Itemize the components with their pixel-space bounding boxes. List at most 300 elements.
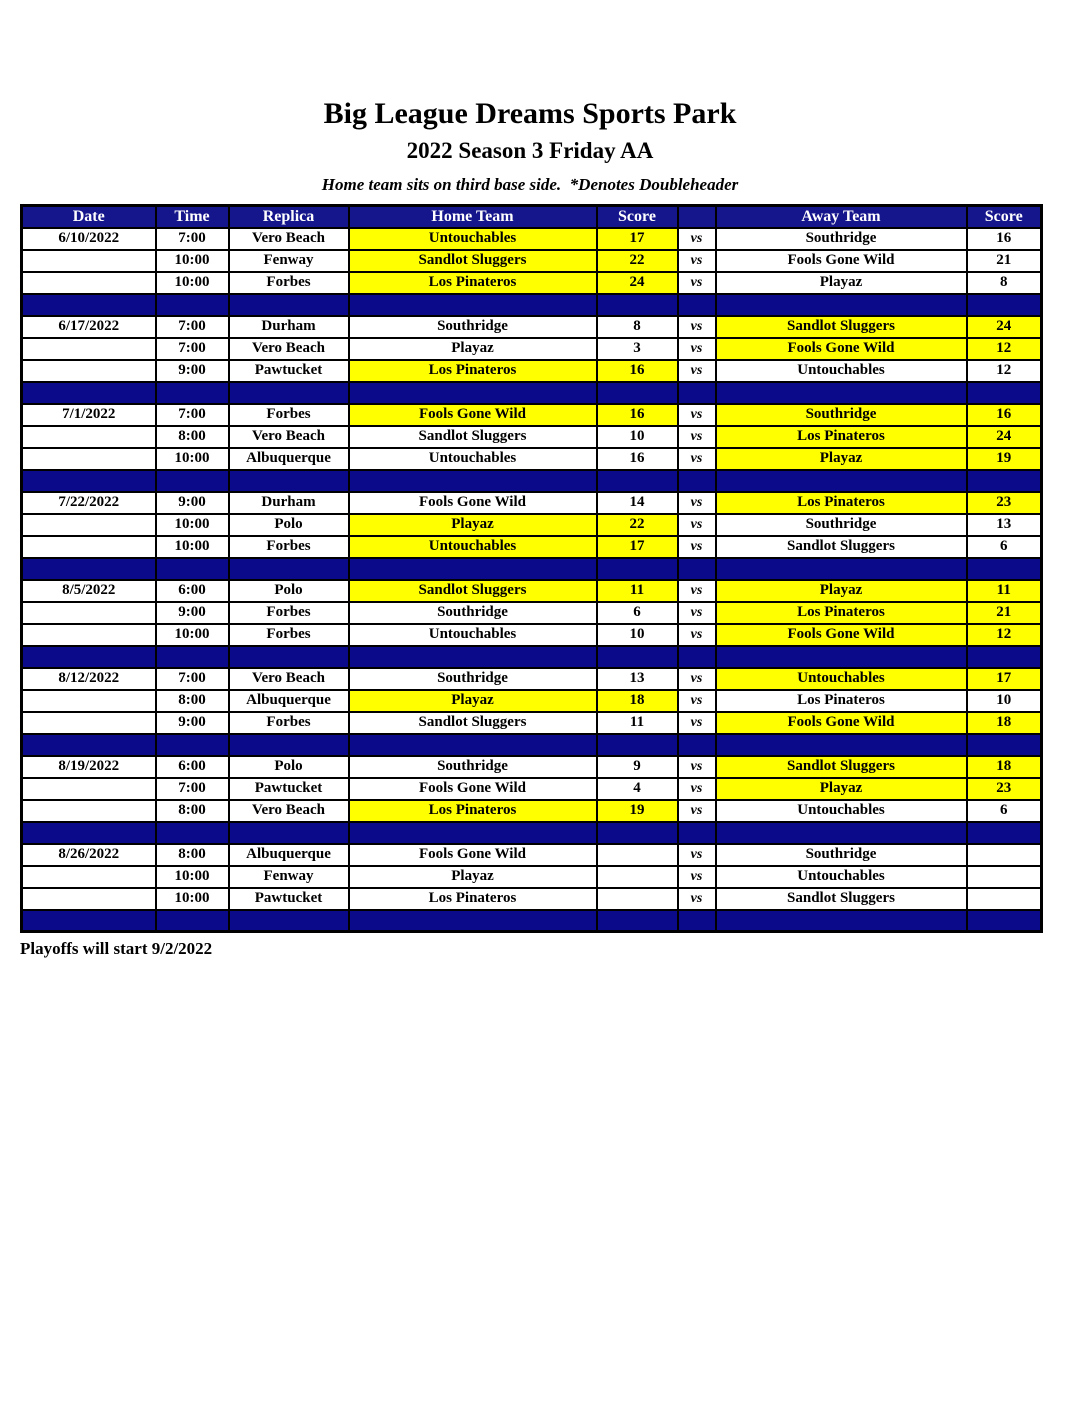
home-score-cell: 24 bbox=[597, 272, 678, 294]
date-cell bbox=[22, 690, 156, 712]
away-score-cell: 23 bbox=[967, 778, 1042, 800]
game-row bbox=[22, 272, 1042, 294]
separator-row bbox=[22, 294, 1042, 316]
away-score-cell: 21 bbox=[967, 602, 1042, 624]
col-header-time: Time bbox=[156, 206, 229, 228]
home-team-cell: Untouchables bbox=[349, 228, 597, 250]
vs-cell: vs bbox=[678, 250, 716, 272]
home-team-cell: Playaz bbox=[349, 338, 597, 360]
date-cell: 8/26/2022 bbox=[22, 844, 156, 866]
separator-cell bbox=[349, 646, 597, 668]
home-score-cell: 16 bbox=[597, 360, 678, 382]
separator-cell bbox=[597, 910, 678, 932]
separator-cell bbox=[156, 646, 229, 668]
separator-cell bbox=[229, 646, 349, 668]
header-row bbox=[22, 206, 1042, 228]
vs-cell: vs bbox=[678, 492, 716, 514]
time-cell: 6:00 bbox=[156, 756, 229, 778]
home-team-cell: Los Pinateros bbox=[349, 888, 597, 910]
vs-cell: vs bbox=[678, 756, 716, 778]
game-row bbox=[22, 712, 1042, 734]
date-cell bbox=[22, 514, 156, 536]
separator-cell bbox=[967, 294, 1042, 316]
separator-cell bbox=[716, 294, 967, 316]
replica-cell: Albuquerque bbox=[229, 448, 349, 470]
home-team-cell: Sandlot Sluggers bbox=[349, 250, 597, 272]
away-team-cell: Untouchables bbox=[716, 800, 967, 822]
separator-cell bbox=[22, 558, 156, 580]
time-cell: 10:00 bbox=[156, 448, 229, 470]
away-score-cell: 6 bbox=[967, 800, 1042, 822]
away-score-cell: 17 bbox=[967, 668, 1042, 690]
game-row bbox=[22, 228, 1042, 250]
separator-cell bbox=[22, 822, 156, 844]
away-score-cell: 16 bbox=[967, 228, 1042, 250]
replica-cell: Vero Beach bbox=[229, 338, 349, 360]
time-cell: 10:00 bbox=[156, 866, 229, 888]
away-score-cell: 16 bbox=[967, 404, 1042, 426]
replica-cell: Vero Beach bbox=[229, 426, 349, 448]
separator-cell bbox=[156, 558, 229, 580]
home-team-cell: Los Pinateros bbox=[349, 272, 597, 294]
away-team-cell: Southridge bbox=[716, 404, 967, 426]
separator-cell bbox=[597, 646, 678, 668]
game-row bbox=[22, 866, 1042, 888]
away-score-cell: 23 bbox=[967, 492, 1042, 514]
game-row bbox=[22, 580, 1042, 602]
home-score-cell: 17 bbox=[597, 536, 678, 558]
separator-cell bbox=[967, 734, 1042, 756]
separator-cell bbox=[716, 822, 967, 844]
away-score-cell: 21 bbox=[967, 250, 1042, 272]
time-cell: 8:00 bbox=[156, 800, 229, 822]
date-cell bbox=[22, 338, 156, 360]
vs-cell: vs bbox=[678, 668, 716, 690]
vs-cell: vs bbox=[678, 624, 716, 646]
vs-cell: vs bbox=[678, 712, 716, 734]
replica-cell: Albuquerque bbox=[229, 844, 349, 866]
separator-row bbox=[22, 646, 1042, 668]
date-cell bbox=[22, 272, 156, 294]
col-header-home-score: Score bbox=[597, 206, 678, 228]
separator-row bbox=[22, 470, 1042, 492]
separator-cell bbox=[156, 910, 229, 932]
time-cell: 8:00 bbox=[156, 426, 229, 448]
replica-cell: Pawtucket bbox=[229, 360, 349, 382]
away-team-cell: Fools Gone Wild bbox=[716, 250, 967, 272]
vs-cell: vs bbox=[678, 514, 716, 536]
replica-cell: Pawtucket bbox=[229, 778, 349, 800]
vs-cell: vs bbox=[678, 426, 716, 448]
time-cell: 7:00 bbox=[156, 778, 229, 800]
game-row bbox=[22, 338, 1042, 360]
date-cell bbox=[22, 250, 156, 272]
away-score-cell: 8 bbox=[967, 272, 1042, 294]
separator-cell bbox=[349, 734, 597, 756]
home-score-cell bbox=[597, 844, 678, 866]
vs-cell: vs bbox=[678, 580, 716, 602]
replica-cell: Polo bbox=[229, 580, 349, 602]
away-team-cell: Sandlot Sluggers bbox=[716, 888, 967, 910]
game-row bbox=[22, 624, 1042, 646]
vs-cell: vs bbox=[678, 866, 716, 888]
separator-cell bbox=[156, 382, 229, 404]
replica-cell: Forbes bbox=[229, 404, 349, 426]
vs-cell: vs bbox=[678, 360, 716, 382]
away-team-cell: Playaz bbox=[716, 580, 967, 602]
game-row bbox=[22, 668, 1042, 690]
home-score-cell: 6 bbox=[597, 602, 678, 624]
page-title: Big League Dreams Sports Park bbox=[323, 97, 737, 130]
vs-cell: vs bbox=[678, 888, 716, 910]
home-score-cell: 10 bbox=[597, 624, 678, 646]
away-score-cell: 12 bbox=[967, 338, 1042, 360]
replica-cell: Pawtucket bbox=[229, 888, 349, 910]
separator-cell bbox=[967, 910, 1042, 932]
vs-cell: vs bbox=[678, 272, 716, 294]
separator-row bbox=[22, 382, 1042, 404]
separator-cell bbox=[716, 734, 967, 756]
away-team-cell: Los Pinateros bbox=[716, 492, 967, 514]
time-cell: 9:00 bbox=[156, 360, 229, 382]
separator-cell bbox=[156, 822, 229, 844]
away-score-cell: 12 bbox=[967, 360, 1042, 382]
away-team-cell: Sandlot Sluggers bbox=[716, 316, 967, 338]
time-cell: 7:00 bbox=[156, 338, 229, 360]
schedule-table-body bbox=[22, 228, 1042, 932]
away-team-cell: Sandlot Sluggers bbox=[716, 756, 967, 778]
replica-cell: Fenway bbox=[229, 866, 349, 888]
separator-cell bbox=[678, 910, 716, 932]
date-cell: 7/22/2022 bbox=[22, 492, 156, 514]
game-row bbox=[22, 800, 1042, 822]
game-row bbox=[22, 360, 1042, 382]
away-team-cell: Southridge bbox=[716, 844, 967, 866]
separator-cell bbox=[597, 470, 678, 492]
time-cell: 10:00 bbox=[156, 250, 229, 272]
home-score-cell: 11 bbox=[597, 580, 678, 602]
separator-cell bbox=[716, 382, 967, 404]
separator-cell bbox=[678, 558, 716, 580]
away-score-cell: 10 bbox=[967, 690, 1042, 712]
home-team-cell: Southridge bbox=[349, 668, 597, 690]
away-team-cell: Playaz bbox=[716, 778, 967, 800]
separator-cell bbox=[22, 382, 156, 404]
away-team-cell: Los Pinateros bbox=[716, 690, 967, 712]
separator-cell bbox=[597, 734, 678, 756]
time-cell: 8:00 bbox=[156, 844, 229, 866]
away-team-cell: Fools Gone Wild bbox=[716, 624, 967, 646]
vs-cell: vs bbox=[678, 778, 716, 800]
away-team-cell: Southridge bbox=[716, 228, 967, 250]
home-score-cell: 9 bbox=[597, 756, 678, 778]
date-cell bbox=[22, 426, 156, 448]
home-team-note: Home team sits on third base side. *Denotes Doubleheader bbox=[321, 175, 739, 194]
separator-row bbox=[22, 734, 1042, 756]
time-cell: 10:00 bbox=[156, 536, 229, 558]
game-row bbox=[22, 756, 1042, 778]
away-score-cell: 24 bbox=[967, 316, 1042, 338]
separator-cell bbox=[22, 646, 156, 668]
time-cell: 10:00 bbox=[156, 514, 229, 536]
replica-cell: Polo bbox=[229, 756, 349, 778]
schedule-table bbox=[20, 204, 1043, 933]
separator-cell bbox=[229, 910, 349, 932]
away-score-cell: 18 bbox=[967, 756, 1042, 778]
time-cell: 9:00 bbox=[156, 602, 229, 624]
game-row bbox=[22, 778, 1042, 800]
home-score-cell: 22 bbox=[597, 514, 678, 536]
home-team-cell: Playaz bbox=[349, 866, 597, 888]
separator-cell bbox=[967, 470, 1042, 492]
home-team-cell: Southridge bbox=[349, 316, 597, 338]
home-score-cell: 10 bbox=[597, 426, 678, 448]
replica-cell: Polo bbox=[229, 514, 349, 536]
away-score-cell: 18 bbox=[967, 712, 1042, 734]
separator-cell bbox=[716, 910, 967, 932]
home-team-cell: Playaz bbox=[349, 690, 597, 712]
time-cell: 7:00 bbox=[156, 316, 229, 338]
separator-cell bbox=[678, 734, 716, 756]
time-cell: 8:00 bbox=[156, 690, 229, 712]
replica-cell: Forbes bbox=[229, 712, 349, 734]
replica-cell: Forbes bbox=[229, 272, 349, 294]
separator-cell bbox=[229, 822, 349, 844]
game-row bbox=[22, 404, 1042, 426]
away-team-cell: Southridge bbox=[716, 514, 967, 536]
header-block bbox=[20, 96, 1040, 195]
replica-cell: Vero Beach bbox=[229, 800, 349, 822]
vs-cell: vs bbox=[678, 338, 716, 360]
time-cell: 10:00 bbox=[156, 624, 229, 646]
home-team-cell: Los Pinateros bbox=[349, 360, 597, 382]
away-score-cell: 6 bbox=[967, 536, 1042, 558]
home-team-cell: Sandlot Sluggers bbox=[349, 426, 597, 448]
vs-cell: vs bbox=[678, 690, 716, 712]
replica-cell: Forbes bbox=[229, 624, 349, 646]
away-score-cell: 11 bbox=[967, 580, 1042, 602]
home-team-cell: Fools Gone Wild bbox=[349, 404, 597, 426]
vs-cell: vs bbox=[678, 602, 716, 624]
vs-cell: vs bbox=[678, 404, 716, 426]
game-row bbox=[22, 514, 1042, 536]
home-team-cell: Sandlot Sluggers bbox=[349, 712, 597, 734]
away-score-cell: 12 bbox=[967, 624, 1042, 646]
separator-cell bbox=[597, 294, 678, 316]
home-score-cell: 16 bbox=[597, 404, 678, 426]
vs-cell: vs bbox=[678, 448, 716, 470]
separator-row bbox=[22, 822, 1042, 844]
col-header-away-team: Away Team bbox=[716, 206, 967, 228]
separator-cell bbox=[349, 822, 597, 844]
date-cell: 8/5/2022 bbox=[22, 580, 156, 602]
home-score-cell: 16 bbox=[597, 448, 678, 470]
schedule-table-head bbox=[22, 206, 1042, 228]
replica-cell: Forbes bbox=[229, 536, 349, 558]
separator-cell bbox=[156, 294, 229, 316]
home-score-cell: 3 bbox=[597, 338, 678, 360]
home-score-cell bbox=[597, 866, 678, 888]
col-header-date: Date bbox=[22, 206, 156, 228]
separator-cell bbox=[349, 470, 597, 492]
home-team-cell: Fools Gone Wild bbox=[349, 492, 597, 514]
home-score-cell: 18 bbox=[597, 690, 678, 712]
time-cell: 10:00 bbox=[156, 888, 229, 910]
home-score-cell: 8 bbox=[597, 316, 678, 338]
date-cell bbox=[22, 888, 156, 910]
date-cell: 7/1/2022 bbox=[22, 404, 156, 426]
game-row bbox=[22, 426, 1042, 448]
date-cell: 8/19/2022 bbox=[22, 756, 156, 778]
away-score-cell: 24 bbox=[967, 426, 1042, 448]
separator-cell bbox=[967, 822, 1042, 844]
away-team-cell: Playaz bbox=[716, 448, 967, 470]
separator-cell bbox=[349, 910, 597, 932]
time-cell: 9:00 bbox=[156, 492, 229, 514]
date-cell: 6/10/2022 bbox=[22, 228, 156, 250]
replica-cell: Vero Beach bbox=[229, 228, 349, 250]
separator-cell bbox=[22, 294, 156, 316]
away-team-cell: Los Pinateros bbox=[716, 602, 967, 624]
separator-cell bbox=[597, 382, 678, 404]
separator-cell bbox=[22, 734, 156, 756]
game-row bbox=[22, 536, 1042, 558]
home-team-cell: Playaz bbox=[349, 514, 597, 536]
date-cell bbox=[22, 778, 156, 800]
separator-cell bbox=[967, 558, 1042, 580]
home-score-cell: 22 bbox=[597, 250, 678, 272]
time-cell: 6:00 bbox=[156, 580, 229, 602]
home-team-cell: Untouchables bbox=[349, 448, 597, 470]
vs-cell: vs bbox=[678, 228, 716, 250]
replica-cell: Durham bbox=[229, 316, 349, 338]
date-cell: 8/12/2022 bbox=[22, 668, 156, 690]
home-team-cell: Fools Gone Wild bbox=[349, 778, 597, 800]
replica-cell: Fenway bbox=[229, 250, 349, 272]
separator-cell bbox=[229, 734, 349, 756]
game-row bbox=[22, 602, 1042, 624]
away-team-cell: Untouchables bbox=[716, 360, 967, 382]
vs-cell: vs bbox=[678, 800, 716, 822]
home-score-cell: 11 bbox=[597, 712, 678, 734]
away-team-cell: Sandlot Sluggers bbox=[716, 536, 967, 558]
separator-cell bbox=[229, 558, 349, 580]
separator-row bbox=[22, 558, 1042, 580]
date-cell bbox=[22, 360, 156, 382]
away-team-cell: Fools Gone Wild bbox=[716, 712, 967, 734]
col-header-replica: Replica bbox=[229, 206, 349, 228]
time-cell: 10:00 bbox=[156, 272, 229, 294]
replica-cell: Forbes bbox=[229, 602, 349, 624]
away-team-cell: Untouchables bbox=[716, 866, 967, 888]
game-row bbox=[22, 448, 1042, 470]
separator-cell bbox=[678, 294, 716, 316]
game-row bbox=[22, 844, 1042, 866]
separator-cell bbox=[716, 558, 967, 580]
date-cell bbox=[22, 712, 156, 734]
replica-cell: Albuquerque bbox=[229, 690, 349, 712]
separator-row bbox=[22, 910, 1042, 932]
playoffs-note: Playoffs will start 9/2/2022 bbox=[20, 939, 213, 958]
separator-cell bbox=[967, 382, 1042, 404]
date-cell bbox=[22, 624, 156, 646]
col-header-away-score: Score bbox=[967, 206, 1042, 228]
home-score-cell bbox=[597, 888, 678, 910]
home-team-cell: Los Pinateros bbox=[349, 800, 597, 822]
separator-cell bbox=[597, 558, 678, 580]
separator-cell bbox=[229, 294, 349, 316]
separator-cell bbox=[716, 470, 967, 492]
home-team-cell: Southridge bbox=[349, 756, 597, 778]
time-cell: 7:00 bbox=[156, 228, 229, 250]
replica-cell: Durham bbox=[229, 492, 349, 514]
home-score-cell: 14 bbox=[597, 492, 678, 514]
separator-cell bbox=[229, 382, 349, 404]
vs-cell: vs bbox=[678, 844, 716, 866]
separator-cell bbox=[967, 646, 1042, 668]
away-team-cell: Playaz bbox=[716, 272, 967, 294]
home-team-cell: Sandlot Sluggers bbox=[349, 580, 597, 602]
home-team-cell: Southridge bbox=[349, 602, 597, 624]
home-team-cell: Fools Gone Wild bbox=[349, 844, 597, 866]
separator-cell bbox=[349, 294, 597, 316]
away-team-cell: Fools Gone Wild bbox=[716, 338, 967, 360]
away-score-cell bbox=[967, 844, 1042, 866]
season-subtitle: 2022 Season 3 Friday AA bbox=[406, 138, 654, 163]
separator-cell bbox=[22, 470, 156, 492]
vs-cell: vs bbox=[678, 536, 716, 558]
home-score-cell: 17 bbox=[597, 228, 678, 250]
date-cell bbox=[22, 602, 156, 624]
game-row bbox=[22, 316, 1042, 338]
home-team-cell: Untouchables bbox=[349, 624, 597, 646]
separator-cell bbox=[156, 734, 229, 756]
vs-cell: vs bbox=[678, 316, 716, 338]
home-score-cell: 13 bbox=[597, 668, 678, 690]
game-row bbox=[22, 492, 1042, 514]
replica-cell: Vero Beach bbox=[229, 668, 349, 690]
separator-cell bbox=[597, 822, 678, 844]
separator-cell bbox=[229, 470, 349, 492]
col-header-vs bbox=[678, 206, 716, 228]
game-row bbox=[22, 888, 1042, 910]
game-row bbox=[22, 690, 1042, 712]
separator-cell bbox=[349, 382, 597, 404]
separator-cell bbox=[716, 646, 967, 668]
game-row bbox=[22, 250, 1042, 272]
away-score-cell: 13 bbox=[967, 514, 1042, 536]
date-cell: 6/17/2022 bbox=[22, 316, 156, 338]
away-score-cell bbox=[967, 866, 1042, 888]
separator-cell bbox=[678, 382, 716, 404]
col-header-home-team: Home Team bbox=[349, 206, 597, 228]
away-team-cell: Untouchables bbox=[716, 668, 967, 690]
separator-cell bbox=[349, 558, 597, 580]
home-team-cell: Untouchables bbox=[349, 536, 597, 558]
time-cell: 7:00 bbox=[156, 668, 229, 690]
away-score-cell: 19 bbox=[967, 448, 1042, 470]
time-cell: 9:00 bbox=[156, 712, 229, 734]
date-cell bbox=[22, 448, 156, 470]
away-team-cell: Los Pinateros bbox=[716, 426, 967, 448]
time-cell: 7:00 bbox=[156, 404, 229, 426]
home-score-cell: 19 bbox=[597, 800, 678, 822]
date-cell bbox=[22, 800, 156, 822]
separator-cell bbox=[678, 646, 716, 668]
separator-cell bbox=[678, 822, 716, 844]
away-score-cell bbox=[967, 888, 1042, 910]
separator-cell bbox=[156, 470, 229, 492]
